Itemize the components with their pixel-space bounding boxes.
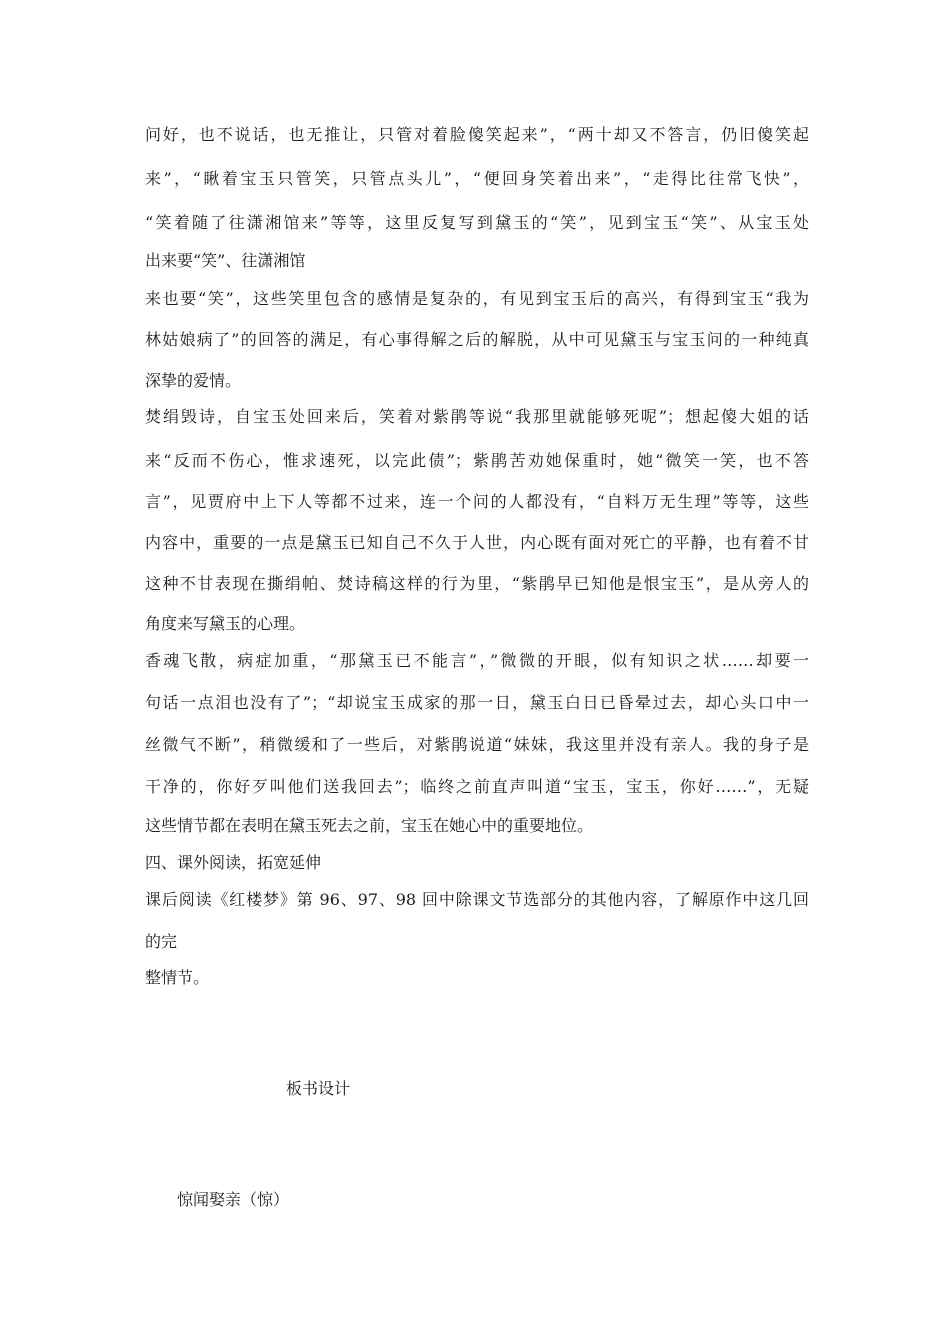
body-line: “笑着随了往潇湘馆来”等等，这里反复写到黛玉的“笑”，见到宝玉“笑”、从宝玉处 xyxy=(145,213,809,232)
body-line: 来”，“瞅着宝玉只管笑，只管点头儿”，“便回身笑着出来”，“走得比往常飞快”， xyxy=(145,169,809,188)
body-line: 来“反而不伤心，惟求速死，以完此债”；紫鹃苦劝她保重时，她“微笑一笑，也不答 xyxy=(145,451,809,470)
body-line: 丝微气不断”，稍微缓和了一些后，对紫鹃说道“妹妹，我这里并没有亲人。我的身子是 xyxy=(145,735,809,754)
body-line: 言”，见贾府中上下人等都不过来，连一个问的人都没有，“自料万无生理”等等，这些 xyxy=(145,492,809,511)
body-line: 这种不甘表现在撕绢帕、焚诗稿这样的行为里，“紫鹃早已知他是恨宝玉”，是从旁人的 xyxy=(145,574,809,593)
body-line: 干净的，你好歹叫他们送我回去”；临终之前直声叫道“宝玉，宝玉，你好……”，无疑 xyxy=(145,777,809,796)
body-line: 句话一点泪也没有了”；“却说宝玉成家的那一日，黛玉白日已昏晕过去，却心头口中一 xyxy=(145,693,809,712)
section-heading: 四、课外阅读，拓宽延伸 xyxy=(145,853,322,872)
body-line: 林姑娘病了”的回答的满足，有心事得解之后的解脱，从中可见黛玉与宝玉问的一种纯真 xyxy=(145,330,809,349)
paragraph-start-line: 课后阅读《红楼梦》第 96、97、98 回中除课文节选部分的其他内容，了解原作中这几回 xyxy=(145,890,809,909)
body-line: 内容中，重要的一点是黛玉已知自己不久于人世，内心既有面对死亡的平静，也有着不甘 xyxy=(145,533,809,552)
body-line: 的完 xyxy=(145,932,178,951)
body-line: 整情节。 xyxy=(145,968,210,987)
body-line: 角度来写黛玉的心理。 xyxy=(145,614,306,633)
body-line: 来也要“笑”，这些笑里包含的感情是复杂的，有见到宝玉后的高兴，有得到宝玉“我为 xyxy=(145,289,809,308)
board-design-title: 板书设计 xyxy=(286,1079,351,1098)
body-line: 问好，也不说话，也无推让，只管对着脸傻笑起来”，“两十却又不答言，仍旧傻笑起 xyxy=(145,125,809,144)
paragraph-start-line: 香魂飞散，病症加重，“那黛玉已不能言”，”微微的开眼，似有知识之状……却要一 xyxy=(145,651,809,670)
body-line: 这些情节都在表明在黛玉死去之前，宝玉在她心中的重要地位。 xyxy=(145,816,594,835)
body-line: 深挚的爱情。 xyxy=(145,371,242,390)
body-line: 出来要“笑”、往潇湘馆 xyxy=(145,251,306,270)
board-item: 惊闻娶亲（惊） xyxy=(177,1190,290,1209)
paragraph-start-line: 焚绢毁诗，自宝玉处回来后，笑着对紫鹃等说“我那里就能够死呢”；想起傻大姐的话 xyxy=(145,407,809,426)
